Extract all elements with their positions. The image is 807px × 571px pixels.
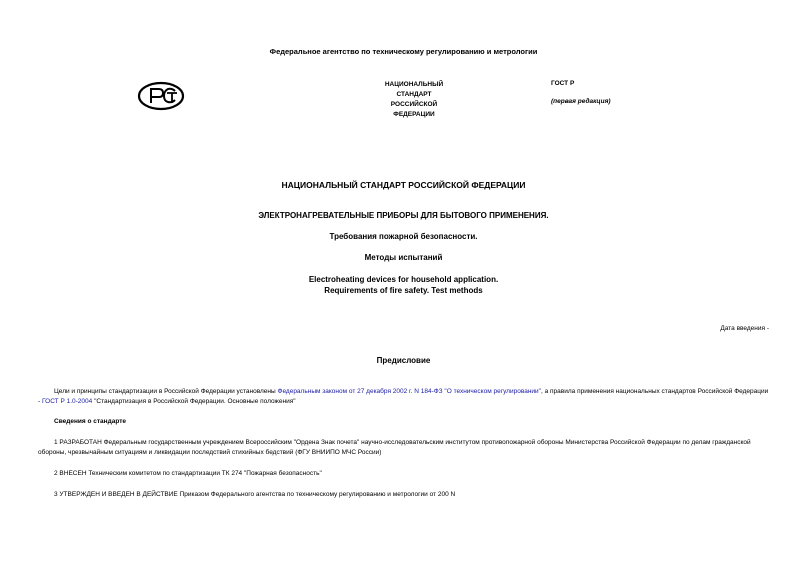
developed-by-paragraph: 1 РАЗРАБОТАН Федеральным государственным учреждением Всероссийским "Ордена Знак почета" научно-исследовательским институтом противопожарной обороны Министерства Российской Федерации по делам гражданской обороны, чрезвычайным ситуациям и ликвидации последствий стихийных бедствий (ФГУ ВНИИПО МЧС России) — [38, 439, 751, 456]
preface-text-a: Цели и принципы стандартизации в Российской Федерации установлены — [54, 388, 278, 395]
document-title: ЭЛЕКТРОНАГРЕВАТЕЛЬНЫЕ ПРИБОРЫ ДЛЯ БЫТОВОГО ПРИМЕНЕНИЯ. — [258, 211, 549, 220]
gost-r-logo-icon — [137, 81, 185, 111]
standard-heading: НАЦИОНАЛЬНЫЙ СТАНДАРТ РОССИЙСКОЙ ФЕДЕРАЦИИ — [281, 180, 526, 190]
national-line-2: СТАНДАРТ — [396, 91, 432, 98]
national-line-3: РОССИЙСКОЙ — [390, 101, 438, 108]
federal-law-link[interactable]: Федеральным законом от 27 декабря 2002 г. N 184-ФЗ "О техническом регулировании" — [277, 388, 541, 395]
submitted-by-paragraph: 2 ВНЕСЕН Техническим комитетом по стандартизации ТК 274 "Пожарная безопасность" — [54, 470, 322, 477]
gost-link[interactable]: ГОСТ Р 1.0-2004 — [41, 398, 93, 405]
preface-paragraph — [38, 387, 770, 407]
national-line-4: ФЕДЕРАЦИИ — [393, 111, 435, 118]
methods-subtitle: Методы испытаний — [364, 253, 443, 262]
preface-text-b: , а правила применения национальных стандартов Российской Федерации - — [38, 388, 769, 405]
preface-text-c: "Стандартизация в Российской Федерации. Основные положения" — [92, 398, 296, 405]
national-line-1: НАЦИОНАЛЬНЫЙ — [384, 81, 444, 88]
edition-note: (первая редакция) — [551, 98, 611, 105]
gost-number: ГОСТ Р — [551, 80, 575, 87]
english-title-line-2: Requirements of fire safety. Test methods — [324, 286, 483, 295]
preface-heading: Предисловие — [376, 356, 431, 365]
requirements-subtitle: Требования пожарной безопасности. — [329, 232, 478, 241]
introduction-date: Дата введения - — [720, 325, 769, 332]
approved-paragraph: 3 УТВЕРЖДЕН И ВВЕДЕН В ДЕЙСТВИЕ Приказом Федерального агентства по техническому регулированию и метрологии от 200 N — [54, 491, 456, 498]
national-standard-block — [370, 80, 458, 120]
agency-name: Федеральное агентство по техническому регулированию и метрологии — [269, 47, 538, 56]
english-title-line-1: Electroheating devices for household application. — [308, 275, 499, 284]
standard-info-heading: Сведения о стандарте — [54, 418, 127, 425]
